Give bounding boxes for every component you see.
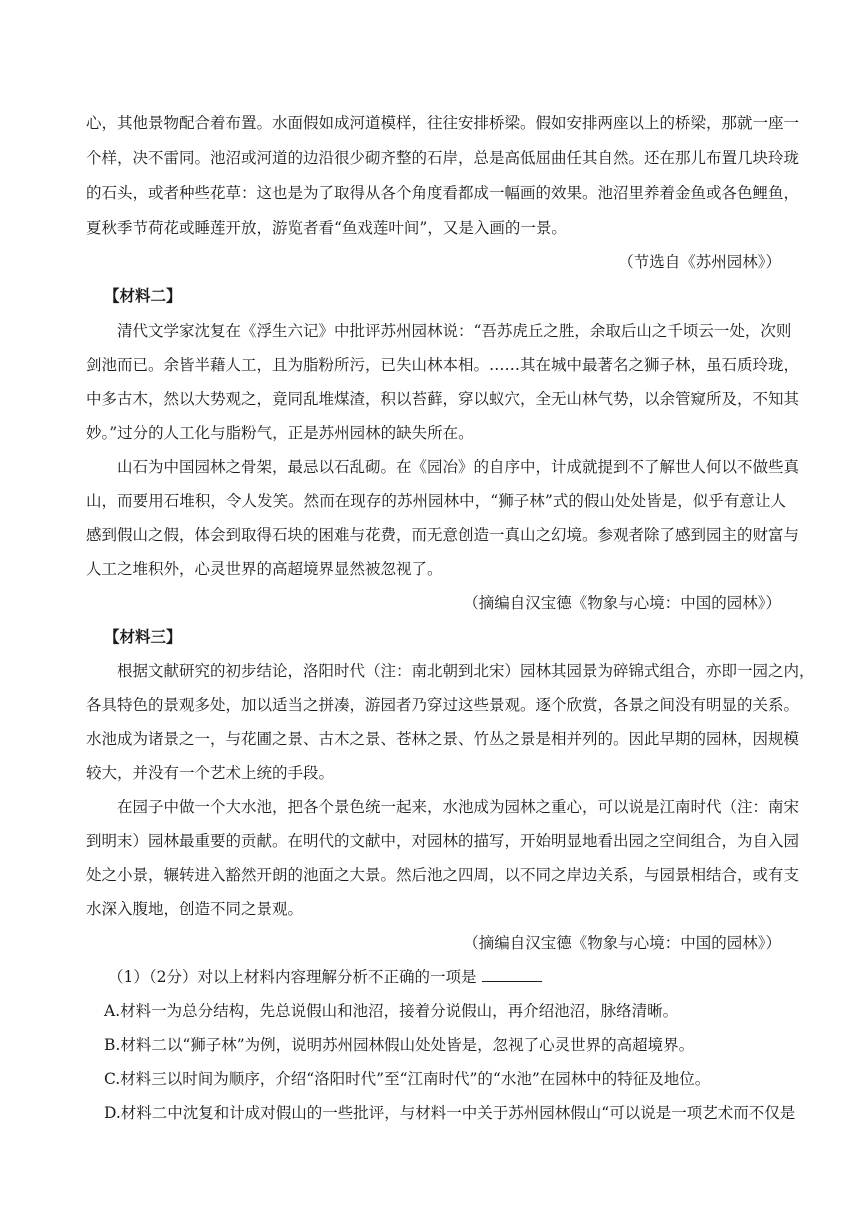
material2-source: （摘编自汉宝德《物象与心境：中国的园林》）	[463, 594, 781, 612]
material3-line: 水深入腹地，创造不同之景观。	[86, 900, 304, 918]
question-stem-text: （1）（2分）对以上材料内容理解分析不正确的一项是	[108, 968, 477, 986]
answer-blank	[482, 967, 542, 982]
material3-line: 较大，并没有一个艺术上统的手段。	[86, 764, 335, 782]
material1-line: 心，其他景物配合着布置。水面假如成河道模样，往往安排桥梁。假如安排两座以上的桥梁，那就一座一	[86, 114, 800, 132]
material1-source: （节选自《苏州园林》）	[618, 253, 781, 271]
material3-line: 处之小景，辗转进入豁然开朗的池面之大景。然后池之四周，以不同之岸边关系，与园景相结合，或有支	[86, 866, 800, 884]
option-b: B.材料二以“狮子林”为例，说明苏州园林假山处处皆是，忽视了心灵世界的高超境界。	[104, 1036, 695, 1054]
material2-line: 中多古木，然以大势观之，竟同乱堆煤渣，积以苔藓，穿以蚁穴，全无山林气势，以余管窥所及，不知其	[86, 390, 800, 408]
material3-line: 各具特色的景观多处，加以适当之拼凑，游园者乃穿过这些景观。逐个欣赏，各景之间没有明显的关系。	[86, 696, 800, 714]
material1-line: 夏秋季节荷花或睡莲开放，游览者看“鱼戏莲叶间”，又是入画的一景。	[86, 219, 567, 237]
material2-line: 剑池而已。余皆半藉人工，且为脂粉所污，已失山林本相。……其在城中最著名之狮子林，虽石质玲珑，	[86, 356, 800, 374]
material2-heading: 【材料二】	[104, 286, 182, 305]
option-c: C.材料三以时间为顺序，介绍“洛阳时代”至“江南时代”的“水池”在园林中的特征及地位。	[104, 1070, 711, 1088]
material1-line: 个样，决不雷同。池沼或河道的边沿很少砌齐整的石岸，总是高低屈曲任其自然。还在那儿布置几块玲珑	[86, 149, 800, 167]
material2-line: 山，而要用石堆积，令人发笑。然而在现存的苏州园林中，“狮子林”式的假山处处皆是，似乎有意让人	[86, 492, 786, 510]
material2-line: 妙。”过分的人工化与脂粉气，正是苏州园林的缺失所在。	[86, 424, 474, 442]
material3-line: 根据文献研究的初步结论，洛阳时代（注：南北朝到北宋）园林其园景为碎锦式组合，亦即一园之内，	[117, 662, 815, 680]
material3-line: 在园子中做一个大水池，把各个景色统一起来，水池成为园林之重心，可以说是江南时代（注：南宋	[117, 798, 800, 816]
material2-line: 清代文学家沈复在《浮生六记》中批评苏州园林说：“吾苏虎丘之胜，余取后山之千顷云一处，次则	[117, 322, 792, 340]
material2-line: 山石为中国园林之骨架，最忌以石乱砌。在《园冶》的自序中，计成就提到不了解世人何以不做些真	[117, 458, 800, 476]
material2-line: 感到假山之假，体会到取得石块的困难与花费，而无意创造一真山之幻境。参观者除了感到园主的财富与	[86, 526, 800, 544]
material1-line: 的石头，或者种些花草：这也是为了取得从各个角度看都成一幅画的效果。池沼里养着金鱼或各色鲤鱼，	[86, 184, 800, 202]
material2-line: 人工之堆积外，心灵世界的高超境界显然被忽视了。	[86, 560, 443, 578]
option-d: D.材料二中沈复和计成对假山的一些批评，与材料一中关于苏州园林假山“可以说是一项艺术而不仅是	[104, 1104, 796, 1122]
material3-line: 到明末）园林最重要的贡献。在明代的文献中，对园林的描写，开始明显地看出园之空间组合，为自入园	[86, 832, 800, 850]
material3-line: 水池成为诸景之一，与花圃之景、古木之景、苍林之景、竹丛之景是相并列的。因此早期的园林，因规模	[86, 730, 800, 748]
option-a: A.材料一为总分结构，先总说假山和池沼，接着分说假山，再介绍池沼，脉络清晰。	[104, 1002, 679, 1020]
material3-heading: 【材料三】	[104, 627, 182, 646]
material3-source: （摘编自汉宝德《物象与心境：中国的园林》）	[463, 934, 781, 952]
question-stem	[108, 966, 788, 988]
